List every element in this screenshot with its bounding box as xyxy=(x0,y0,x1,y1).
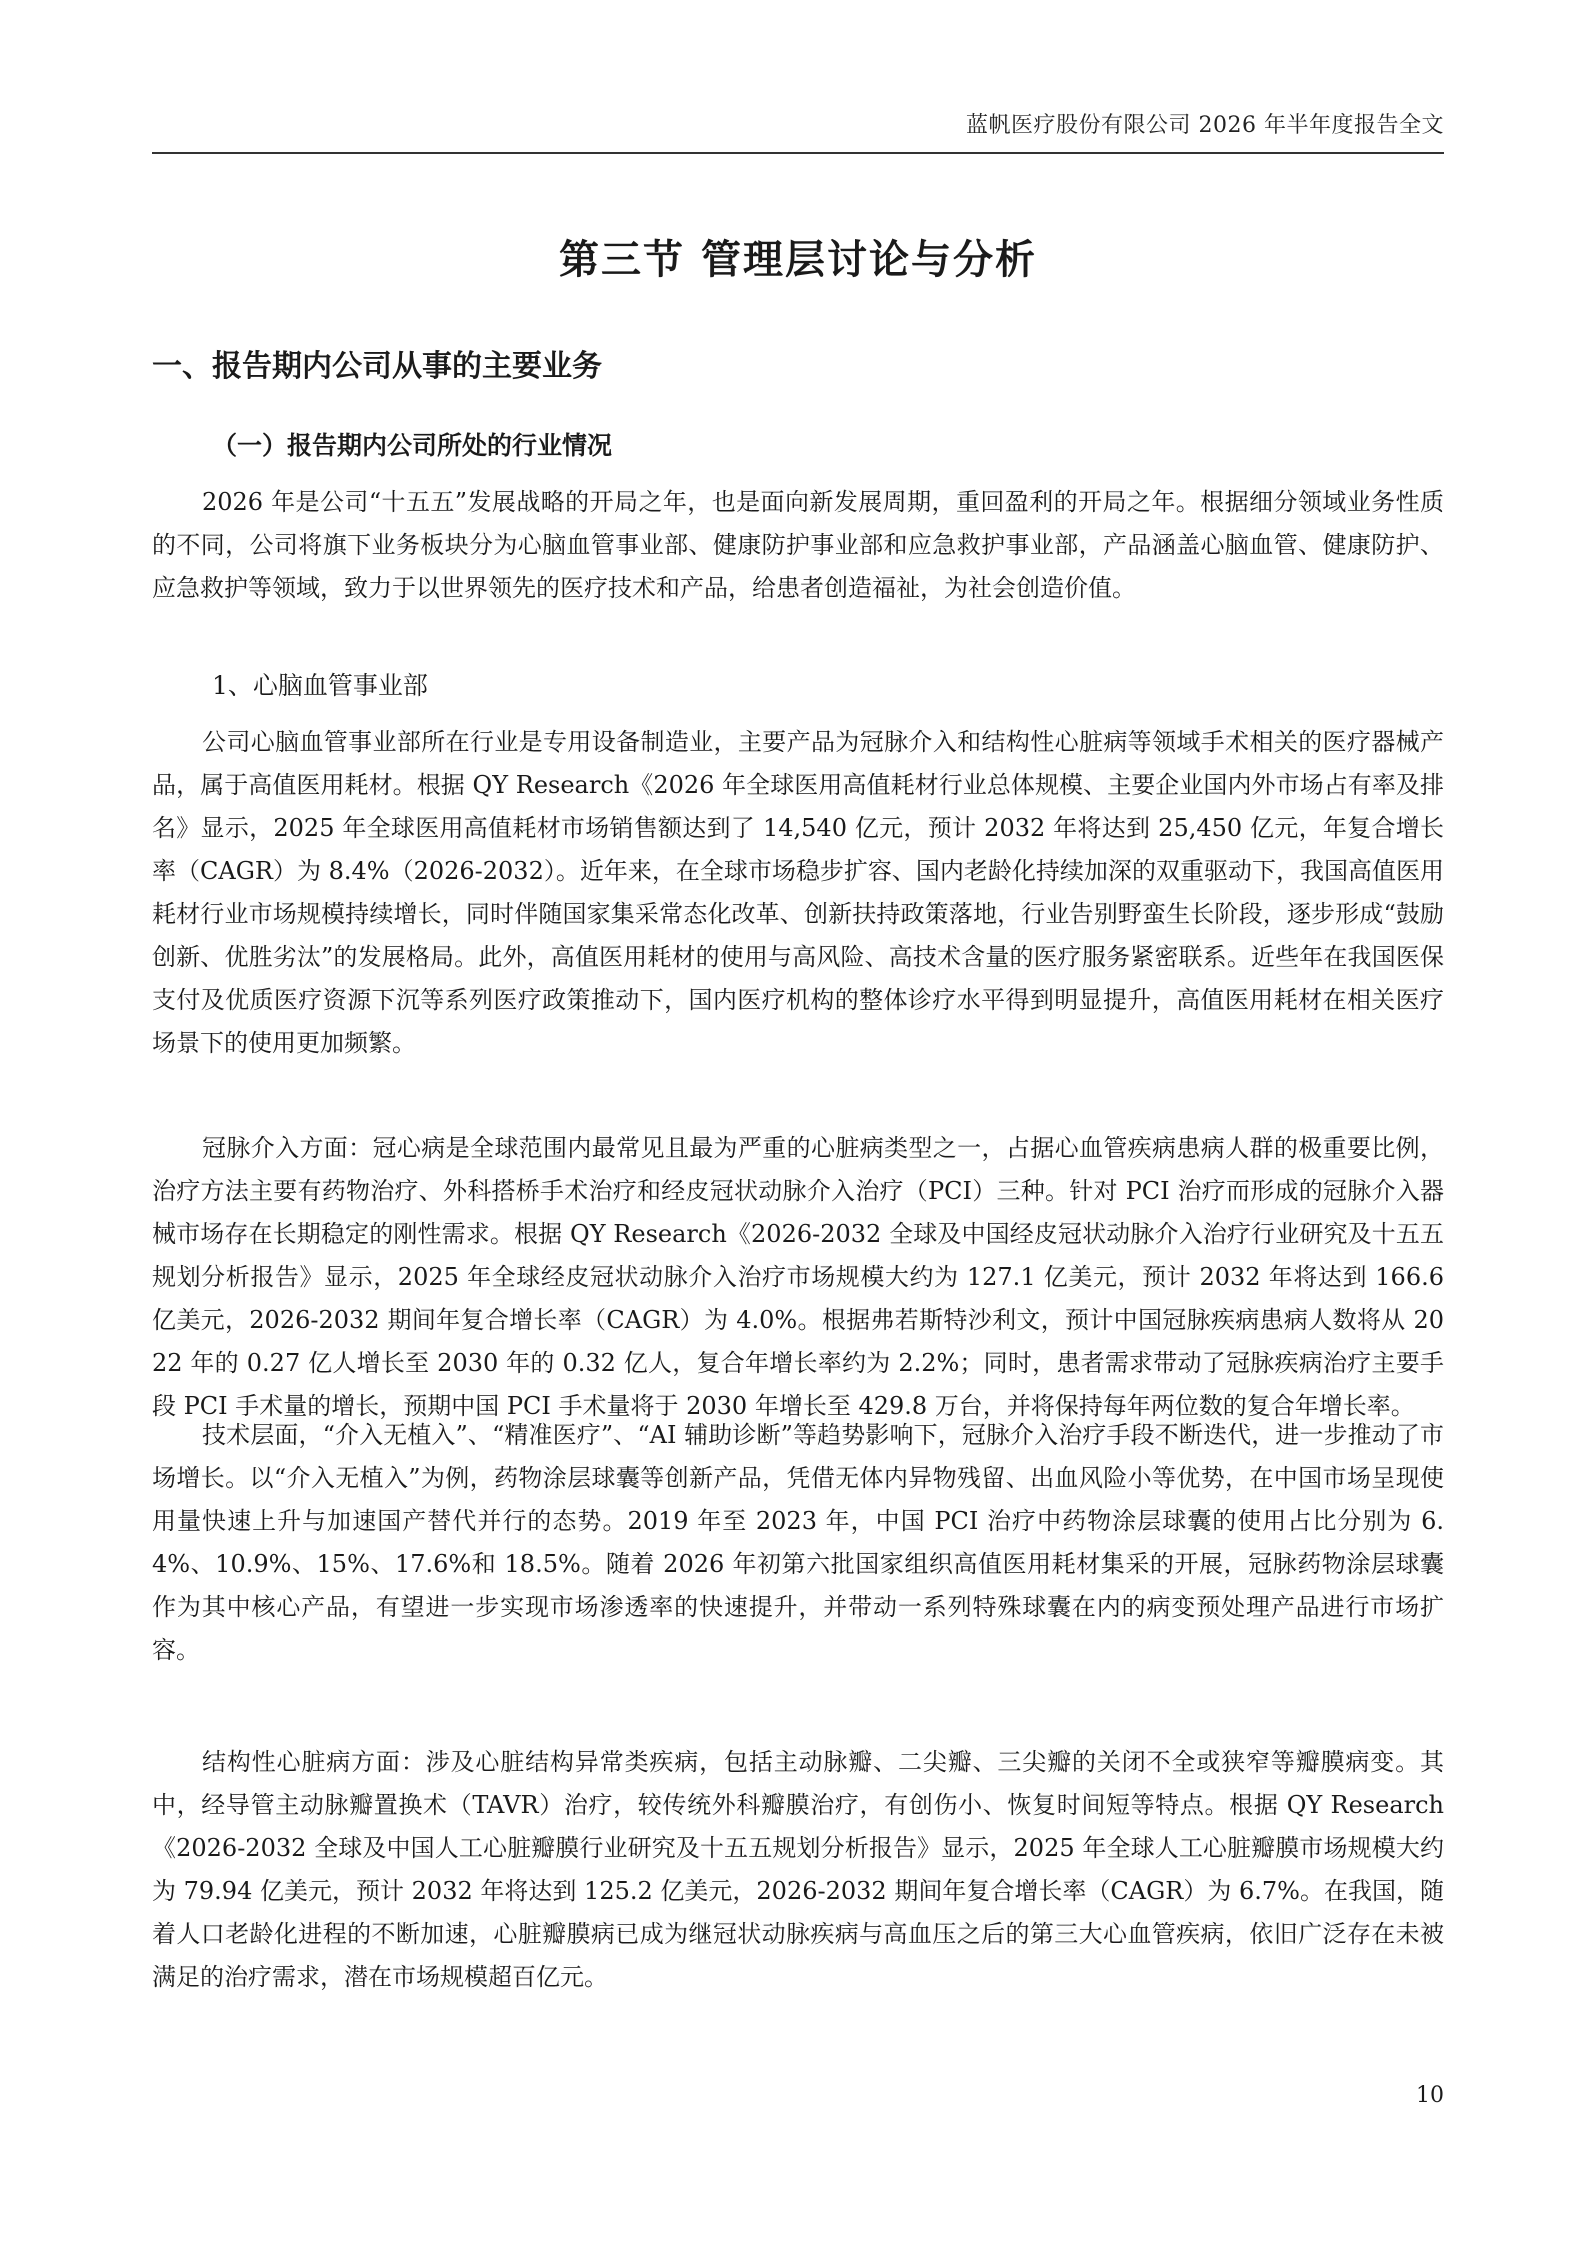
paragraph-structural-heart: 结构性心脏病方面：涉及心脏结构异常类疾病，包括主动脉瓣、二尖瓣、三尖瓣的关闭不全或狭窄等瓣膜病变。其中，经导管主动脉瓣置换术（TAVR）治疗，较传统外科瓣膜治疗，有创伤小、恢复时间短等特点。根据 QY Research《2026-2032 全球及中国人工心脏瓣膜行业研究及十五五规划分析报告》显示，2025 年全球人工心脏瓣膜市场规模大约为 79.94 亿美元，预计 2032 年将达到 125.2 亿美元，2026-2032 期间年复合增长率（CAGR）为 6.7%。在我国，随着人口老龄化进程的不断加速，心脏瓣膜病已成为继冠状动脉疾病与高血压之后的第三大心血管疾病，依旧广泛存在未被满足的治疗需求，潜在市场规模超百亿元。 xyxy=(152,1748,1444,1991)
paragraph-cardio-overview: 公司心脑血管事业部所在行业是专用设备制造业，主要产品为冠脉介入和结构性心脏病等领域手术相关的医疗器械产品，属于高值医用耗材。根据 QY Research《2026 年全球医用高值耗材行业总体规模、主要企业国内外市场占有率及排名》显示，2025 年全球医用高值耗材市场销售额达到了 14,540 亿元，预计 2032 年将达到 25,450 亿元，年复合增长率（CAGR）为 8.4%（2026-2032）。近年来，在全球市场稳步扩容、国内老龄化持续加深的双重驱动下，我国高值医用耗材行业市场规模持续增长，同时伴随国家集采常态化改革、创新扶持政策落地，行业告别野蛮生长阶段，逐步形成“鼓励创新、优胜劣汰”的发展格局。此外，高值医用耗材的使用与高风险、高技术含量的医疗服务紧密联系。近些年在我国医保支付及优质医疗资源下沉等系列医疗政策推动下，国内医疗机构的整体诊疗水平得到明显提升，高值医用耗材在相关医疗场景下的使用更加频繁。 xyxy=(152,728,1444,1057)
heading-main-business: 一、报告期内公司从事的主要业务 xyxy=(152,349,602,384)
paragraph-intro: 2026 年是公司“十五五”发展战略的开局之年，也是面向新发展周期，重回盈利的开局之年。根据细分领域业务性质的不同，公司将旗下业务板块分为心脑血管事业部、健康防护事业部和应急救护事业部，产品涵盖心脑血管、健康防护、应急救护等领域，致力于以世界领先的医疗技术和产品，给患者创造福祉，为社会创造价值。 xyxy=(152,488,1444,602)
section-title: 第三节 管理层讨论与分析 xyxy=(559,236,1037,283)
page-number: 10 xyxy=(1416,2083,1444,2108)
paragraph-technology: 技术层面，“介入无植入”、“精准医疗”、“AI 辅助诊断”等趋势影响下，冠脉介入治疗手段不断迭代，进一步推动了市场增长。以“介入无植入”为例，药物涂层球囊等创新产品，凭借无体内异物残留、出血风险小等优势，在中国市场呈现使用量快速上升与加速国产替代并行的态势。2019 年至 2023 年，中国 PCI 治疗中药物涂层球囊的使用占比分别为 6.4%、10.9%、15%、17.6%和 18.5%。随着 2026 年初第六批国家组织高值医用耗材集采的开展，冠脉药物涂层球囊作为其中核心产品，有望进一步实现市场渗透率的快速提升，并带动一系列特殊球囊在内的病变预处理产品进行市场扩容。 xyxy=(152,1421,1444,1664)
heading-industry-situation: （一）报告期内公司所处的行业情况 xyxy=(212,431,613,460)
header-divider xyxy=(152,152,1444,154)
paragraph-coronary-intervention: 冠脉介入方面：冠心病是全球范围内最常见且最为严重的心脏病类型之一，占据心血管疾病患病人群的极重要比例，治疗方法主要有药物治疗、外科搭桥手术治疗和经皮冠状动脉介入治疗（PCI）三种。针对 PCI 治疗而形成的冠脉介入器械市场存在长期稳定的刚性需求。根据 QY Research《2026-2032 全球及中国经皮冠状动脉介入治疗行业研究及十五五规划分析报告》显示，2025 年全球经皮冠状动脉介入治疗市场规模大约为 127.1 亿美元，预计 2032 年将达到 166.6 亿美元，2026-2032 期间年复合增长率（CAGR）为 4.0%。根据弗若斯特沙利文，预计中国冠脉疾病患病人数将从 2022 年的 0.27 亿人增长至 2030 年的 0.32 亿人，复合年增长率约为 2.2%；同时，患者需求带动了冠脉疾病治疗主要手段 PCI 手术量的增长，预期中国 PCI 手术量将于 2030 年增长至 429.8 万台，并将保持每年两位数的复合年增长率。 xyxy=(152,1134,1444,1420)
running-header: 蓝帆医疗股份有限公司 2026 年半年度报告全文 xyxy=(966,113,1444,138)
subheading-cardio-division: 1、心脑血管事业部 xyxy=(212,671,428,700)
